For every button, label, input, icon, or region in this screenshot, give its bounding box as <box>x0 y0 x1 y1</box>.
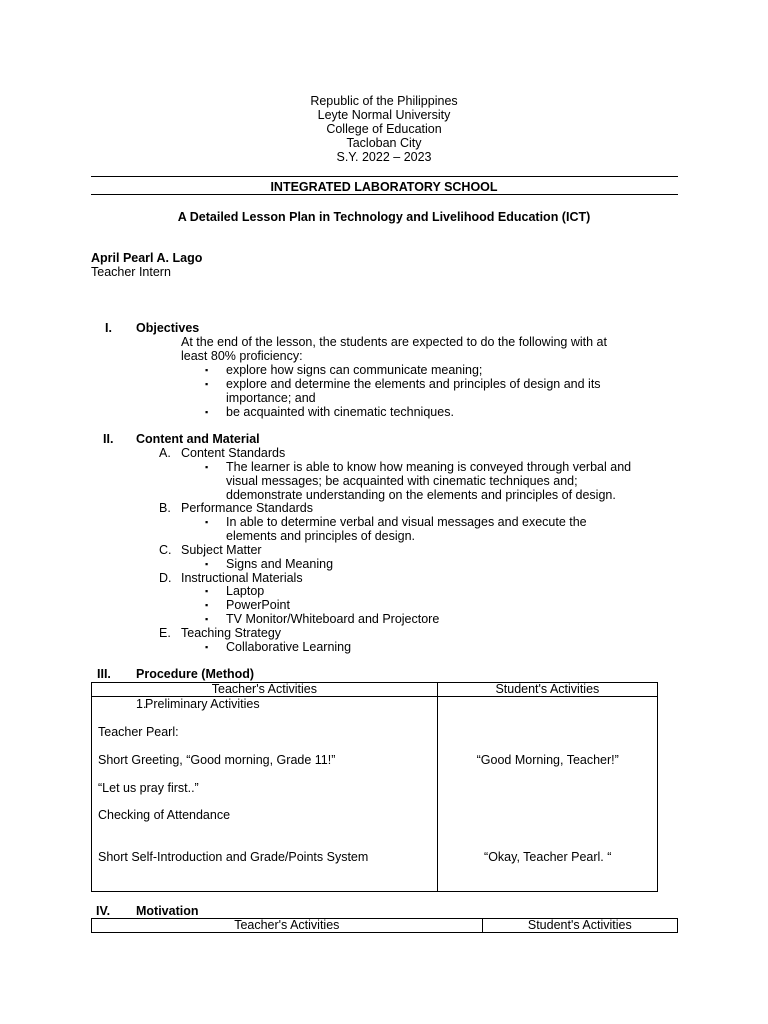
motivation-heading: Motivation <box>136 904 199 918</box>
procedure-col-teacher: Teacher's Activities <box>92 683 438 697</box>
motivation-col-teacher: Teacher's Activities <box>92 919 483 933</box>
content-standards-line-1: The learner is able to know how meaning is conveyed through verbal and <box>226 460 632 474</box>
bullet-icon: ▪ <box>205 365 209 375</box>
bullet-icon: ▪ <box>205 642 209 652</box>
content-heading: Content and Material <box>136 432 260 446</box>
content-standards-label: Content Standards <box>181 446 286 460</box>
bottom-rule <box>91 194 678 195</box>
material-item-2: PowerPoint <box>226 598 290 612</box>
lesson-plan-title: A Detailed Lesson Plan in Technology and Livelihood Education (ICT) <box>177 210 591 224</box>
bullet-icon: ▪ <box>205 517 209 527</box>
bullet-icon: ▪ <box>205 614 209 624</box>
motivation-numeral: IV. <box>96 904 111 918</box>
content-standards-line-2: visual messages; be acquainted with cinematic techniques and; <box>226 474 578 488</box>
header-block <box>0 94 768 164</box>
header-line-2: Leyte Normal University <box>317 108 451 122</box>
teacher-line-2: Short Greeting, “Good morning, Grade 11!” <box>98 753 336 767</box>
bullet-icon: ▪ <box>205 407 209 417</box>
procedure-table <box>91 682 658 892</box>
student-line-2: “Okay, Teacher Pearl. “ <box>484 850 612 864</box>
objectives-numeral: I. <box>105 321 112 335</box>
performance-standards-label: Performance Standards <box>181 501 314 515</box>
procedure-numeral: III. <box>97 667 111 681</box>
bullet-icon: ▪ <box>205 559 209 569</box>
motivation-col-student: Student's Activities <box>482 919 677 933</box>
content-e-letter: E. <box>159 626 171 640</box>
performance-standards-line-2: elements and principles of design. <box>226 529 416 543</box>
author-name: April Pearl A. Lago <box>91 251 203 265</box>
teacher-line-4: Checking of Attendance <box>98 808 231 822</box>
subject-matter-item: Signs and Meaning <box>226 557 334 571</box>
top-rule <box>91 176 678 177</box>
school-name: INTEGRATED LABORATORY SCHOOL <box>270 180 498 194</box>
bullet-icon: ▪ <box>205 379 209 389</box>
step-number: 1. <box>136 697 147 711</box>
content-numeral: II. <box>103 432 114 446</box>
step-label: Preliminary Activities <box>145 697 260 711</box>
instructional-materials-label: Instructional Materials <box>181 571 303 585</box>
content-b-letter: B. <box>159 501 171 515</box>
header-line-3: College of Education <box>326 122 442 136</box>
material-item-3: TV Monitor/Whiteboard and Projectore <box>226 612 440 626</box>
teacher-line-5: Short Self-Introduction and Grade/Points System <box>98 850 369 864</box>
teacher-line-1: Teacher Pearl: <box>98 725 179 739</box>
content-c-letter: C. <box>159 543 172 557</box>
header-line-1: Republic of the Philippines <box>310 94 458 108</box>
objective-2-line-2: importance; and <box>226 391 316 405</box>
header-line-4: Tacloban City <box>346 136 422 150</box>
procedure-heading: Procedure (Method) <box>136 667 255 681</box>
objective-1: explore how signs can communicate meaning; <box>226 363 483 377</box>
objectives-heading: Objectives <box>136 321 200 335</box>
teaching-strategy-item: Collaborative Learning <box>226 640 352 654</box>
bullet-icon: ▪ <box>205 462 209 472</box>
objective-2-line-1: explore and determine the elements and principles of design and its <box>226 377 601 391</box>
content-standards-line-3: ddemonstrate understanding on the elements and principles of design. <box>226 488 616 502</box>
performance-standards-line-1: In able to determine verbal and visual messages and execute the <box>226 515 587 529</box>
procedure-student-cell <box>437 697 657 892</box>
procedure-teacher-cell <box>92 697 438 892</box>
content-d-letter: D. <box>159 571 172 585</box>
student-line-1: “Good Morning, Teacher!” <box>476 753 619 767</box>
teacher-line-3: “Let us pray first..” <box>98 781 199 795</box>
objective-3: be acquainted with cinematic techniques. <box>226 405 454 419</box>
material-item-1: Laptop <box>226 584 265 598</box>
content-a-letter: A. <box>159 446 171 460</box>
procedure-col-student: Student's Activities <box>437 683 657 697</box>
author-role: Teacher Intern <box>91 265 171 279</box>
header-line-5: S.Y. 2022 – 2023 <box>336 150 432 164</box>
objectives-intro-1: At the end of the lesson, the students are expected to do the following with at <box>181 335 607 349</box>
subject-matter-label: Subject Matter <box>181 543 262 557</box>
teaching-strategy-label: Teaching Strategy <box>181 626 282 640</box>
objectives-intro-2: least 80% proficiency: <box>181 349 303 363</box>
motivation-table <box>91 918 678 933</box>
bullet-icon: ▪ <box>205 586 209 596</box>
bullet-icon: ▪ <box>205 600 209 610</box>
